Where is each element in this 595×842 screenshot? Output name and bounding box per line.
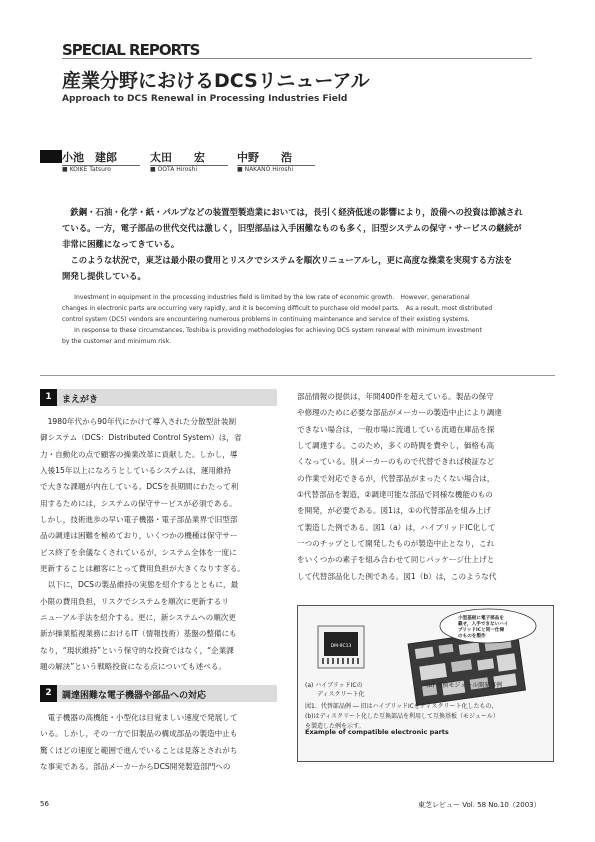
figure-title: 図1．代替部品例 ― 旧はハイブリッドICをディスクリート化したもの, (b)はディスクリート化した互換部品を利用して互換基板（モジュール） を製造した例を示す。	[305, 703, 499, 730]
body-line: して調達する。このため，多くの時間を費やし，価格も高	[297, 441, 495, 450]
author-name-1: 小池 建郎	[62, 151, 117, 164]
figure-caption-b: (b) 互換モジュール開発事例	[426, 682, 503, 689]
author-en-3: ■ NAKANO Hiroshi	[237, 166, 294, 173]
lead-ja-line: 非常に困難になってきている。	[62, 239, 180, 249]
body-line: 更新することは顧客にとって費用負担が大きくなりすぎる。	[40, 564, 245, 573]
body-line: なり，“現状維持”という保守的な投資ではなく，“企業課	[40, 646, 234, 655]
lead-ja-line: ている。一方，電子部品の世代交代は激しく，旧型部品は入手困難なものも多く，旧型システムの保守・サービスの継続が	[62, 223, 522, 233]
lead-en-line: In response to these circumstances, Toshiba is providing methodologies for achieving DCS system renewal with minimum investment	[62, 327, 482, 334]
body-line: 一つのチップとして開発したものが製造中止となり，これ	[297, 539, 495, 548]
body-line: ニューアル手法を紹介する。更に，新システムへの順次更	[40, 613, 236, 622]
section-title: まえがき	[62, 395, 99, 405]
body-line: 1980年代から90年代にかけて導入された分散型計装制	[40, 417, 237, 426]
body-line: の作業で対応できるが，代替部品がまったくない場合は，	[297, 474, 495, 483]
body-line: をいくつかの素子を組み合わせて同じパッケージ仕上げと	[297, 555, 495, 564]
body-line: 驚くほどの速度と範囲で進んでいることは見落とされがち	[40, 746, 238, 755]
body-line: 以下に，DCSの製品維持の実態を紹介するとともに，最	[40, 580, 239, 589]
section-number: 2	[40, 685, 57, 702]
body-line: して代替部品化した例である。図1（b）は，このような代	[297, 572, 497, 581]
lead-en-line: by the customer and minimum risk.	[62, 338, 172, 345]
section-1-heading	[40, 389, 277, 406]
body-line: できない場合は，一般市場に流通している流通在庫品を探	[297, 425, 495, 434]
body-line: 力・自動化の点で顧客の操業改革に貢献した。しかし，導	[40, 450, 238, 459]
figure-bubble-text: 小型基板に電子部品を 載せ，入手できないハイ ブリッドICと同一仕様 のものを製作	[458, 616, 509, 639]
body-line: て製造した例である。図1（a）は，ハイブリッドIC化して	[297, 523, 496, 532]
figure-title-en: Example of compatible electronic parts	[305, 728, 449, 736]
lead-en-line: control system (DCS) vendors are encountering numerous problems in continuing maintenance and service of their existing systems.	[62, 316, 470, 323]
body-line: いる。しかし，その一方で旧製品の構成部品の製造中止も	[40, 729, 238, 738]
section-title: 調達困難な電子機器や部品への対応	[62, 691, 207, 701]
body-line: 題の解決”という戦略投資になる点についても述べる。	[40, 662, 227, 671]
body-line: 用するためには，システムの保守サービスが必須である。	[40, 499, 237, 508]
body-line: くなっている。別メーカーのもので代替できれば検証など	[297, 457, 495, 466]
body-line: な事実である。部品メーカーからDCS開発製造部門への	[40, 762, 231, 771]
author-name-3: 中野 浩	[237, 151, 292, 164]
body-line: 小限の費用負担，リスクでシステムを順次に更新するリ	[40, 597, 229, 606]
body-line: や修理のために必要な部品がメーカーの製造中止により調達	[297, 408, 502, 417]
chip-label: DM-9C13	[330, 644, 352, 649]
page-number: 56	[40, 800, 49, 808]
section-2-heading	[40, 685, 277, 702]
section-label: SPECIAL REPORTS	[62, 41, 200, 59]
header-rule	[62, 58, 532, 59]
body-line: 入後15年以上になろうとしているシステムは，運用維持	[40, 466, 232, 475]
author-name-2: 太田 宏	[150, 151, 205, 164]
body-line: ビス終了を余儀なくされているが，システム全体を一度に	[40, 548, 237, 557]
page-subtitle-en: Approach to DCS Renewal in Processing Industries Field	[62, 94, 348, 104]
author-en-2: ■ OOTA Hiroshi	[150, 166, 198, 173]
lead-ja-line: 開発し提供している。	[62, 271, 146, 281]
lead-en-line: Investment in equipment in the processing industries field is limited by the low rate of economic growth. However, generational	[62, 294, 470, 301]
lead-en-line: changes in electronic parts are occurring very rapidly, and it is becoming difficult to purchase old model parts. As a result, most distributed	[62, 305, 493, 312]
lead-ja-line: このような状況で，東芝は最小限の費用とリスクでシステムを順次リニューアルし，更に高度な操業を実現する方法を	[62, 255, 513, 265]
body-line: 電子機器の高機能・小型化は目覚ましい速度で発展して	[40, 713, 238, 722]
body-line: で大きな課題が内在している。DCSを長期間にわたって利	[40, 482, 239, 491]
body-line: 部品情報の提供は，年間400件を超えている。製品の保守	[297, 392, 494, 401]
body-line: を開発，が必要である。図1は，①の代替部品を組み上げ	[297, 506, 491, 515]
body-line: 御システム（DCS：Distributed Control System）は，省	[40, 433, 242, 442]
body-line: 新が操業監視業務におけるIT（情報技術）基盤の整備にも	[40, 629, 237, 638]
body-line: ①代替部品を製造，②調達可能な部品で同様な機能のもの	[297, 490, 493, 499]
page-title: 産業分野におけるDCSリニューアル	[62, 70, 370, 92]
lead-ja-line: 鉄鋼・石油・化学・紙・パルプなどの装置型製造業においては，長引く経済低迷の影響により，設備への投資は節減され	[62, 207, 523, 217]
journal-citation: 東芝レビュー Vol. 58 No.10（2003）	[418, 801, 541, 809]
body-line: 品の調達は困難を極めており，いくつかの機種は保守サー	[40, 531, 238, 540]
section-number: 1	[40, 389, 57, 406]
abstract-divider	[40, 375, 555, 376]
author-bar-decoration	[40, 150, 62, 163]
figure-caption-a: (a) ハイブリッドICの ディスクリート化	[305, 682, 365, 698]
body-line: しかし，技術進歩の早い電子機器・電子部品業界で旧型部	[40, 515, 238, 524]
author-en-1: ■ KOIKE Tatsuro	[62, 166, 111, 173]
